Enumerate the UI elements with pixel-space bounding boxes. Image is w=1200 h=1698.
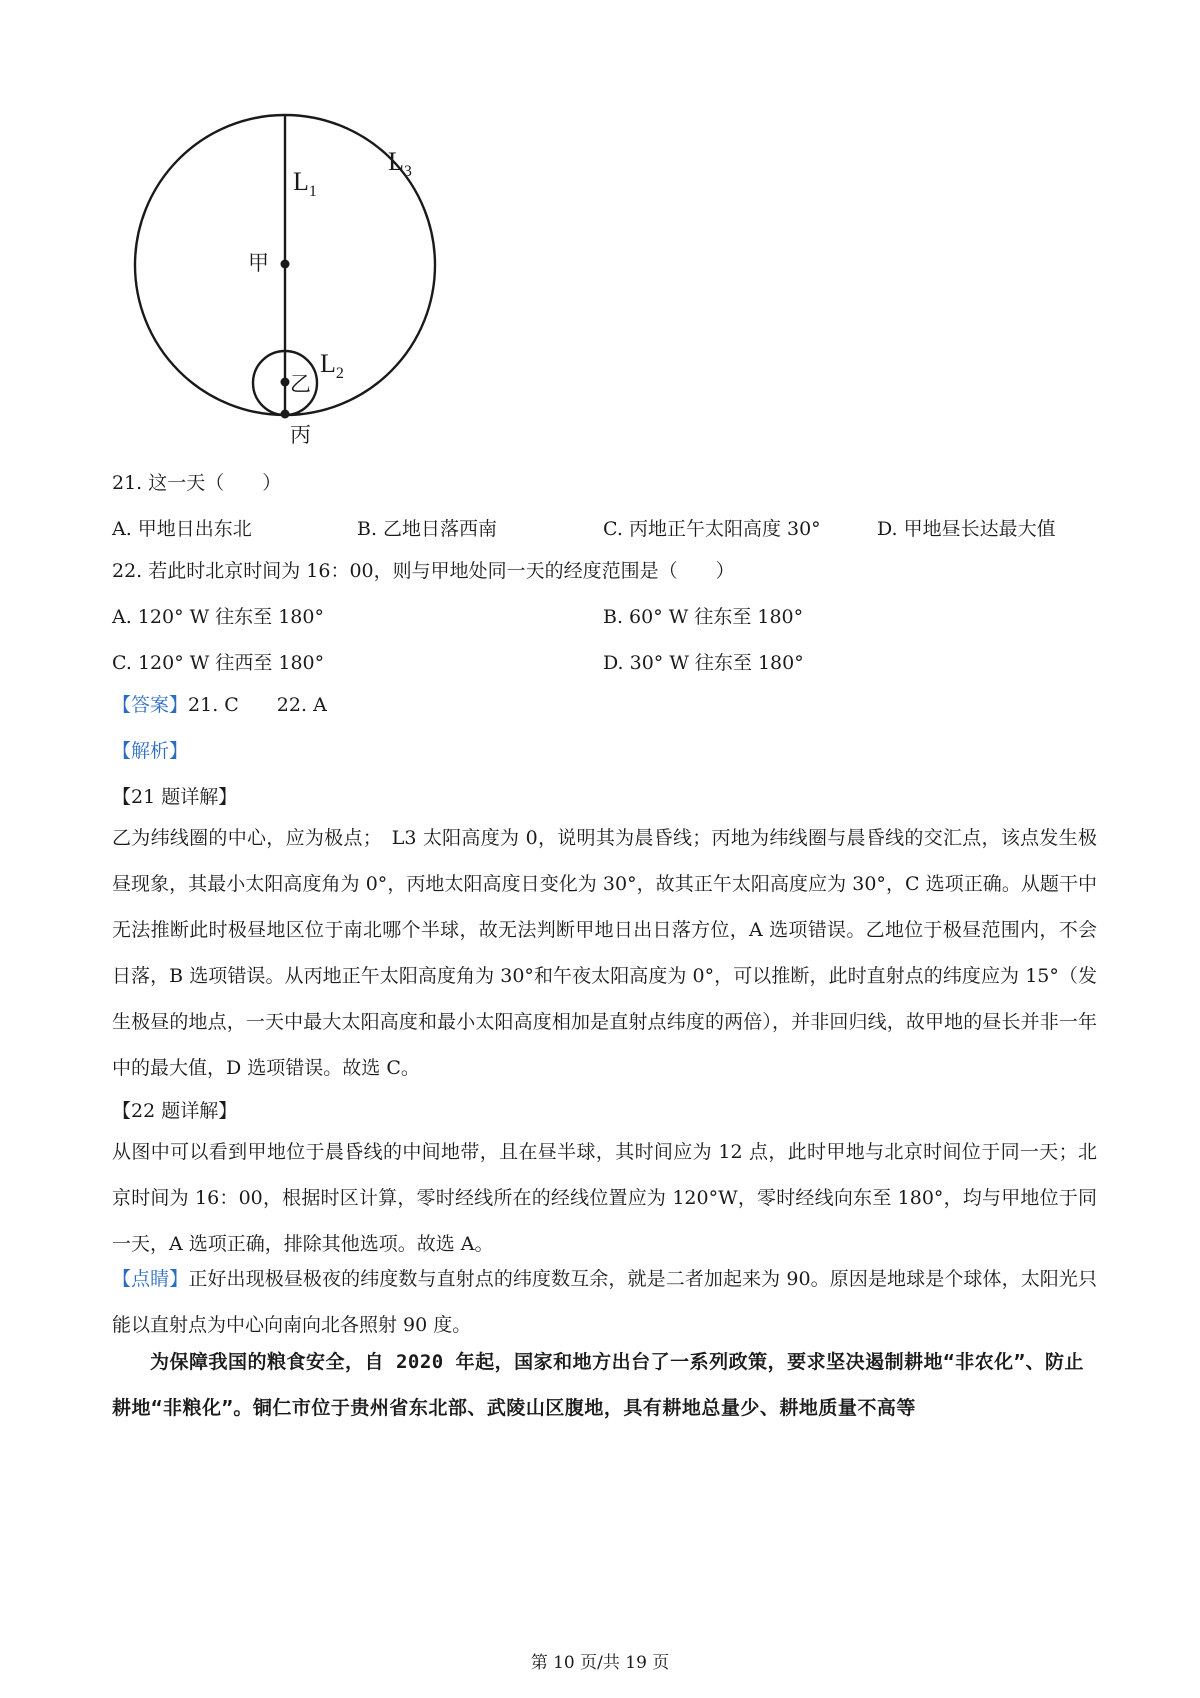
tip-tag: 【点睛】	[112, 1268, 189, 1290]
detail-21-body: 乙为纬线圈的中心，应为极点； L3 太阳高度为 0，说明其为晨昏线；丙地为纬线圈与晨昏线的交汇点，该点发生极昼现象，其最小太阳高度角为 0°，丙地太阳高度日变化为 30°，故其正午太阳高度应为 30°，C 选项正确。从题干中无法推断此时极昼地区位于南北哪个半球，故无法判断甲地日出日落方位，A 选项错误。乙地位于极昼范围内，不会日落，B 选项错误。从丙地正午太阳高度角为 30°和午夜太阳高度为 0°，可以推断，此时直射点的纬度应为 15°（发生极昼的地点，一天中最大太阳高度和最小太阳高度相加是直射点纬度的两倍），并非回归线，故甲地的昼长并非一年中的最大值，D 选项错误。故选 C。	[112, 827, 1097, 1079]
q22-option-c: C. 120° W 往西至 180°	[112, 652, 325, 674]
detail-22-heading: 【22 题详解】	[112, 1100, 238, 1122]
analysis-tag: 【解析】	[112, 740, 189, 762]
q21-option-c: C. 丙地正午太阳高度 30°	[603, 518, 821, 540]
q21-option-d: D. 甲地昼长达最大值	[877, 518, 1056, 540]
q21-option-a: A. 甲地日出东北	[112, 518, 252, 540]
label-l1: $L_1$	[293, 167, 317, 200]
answer-text: 21. C 22. A	[188, 694, 327, 716]
point-yi	[281, 378, 290, 387]
q22-option-b: B. 60° W 往东至 180°	[603, 606, 804, 628]
reading-passage: 为保障我国的粮食安全，自 2020 年起，国家和地方出台了一系列政策，要求坚决遏制耕地“非农化”、防止耕地“非粮化”。铜仁市位于贵州省东北部、武陵山区腹地，具有耕地总量少、耕地质量不高等	[112, 1351, 1085, 1419]
tip-paragraph	[112, 1256, 1097, 1348]
label-bing: 丙	[290, 423, 311, 447]
label-l2: $L_2$	[320, 349, 344, 382]
detail-21-heading: 【21 题详解】	[112, 786, 238, 808]
answer-tag: 【答案】	[112, 694, 189, 716]
answer-line	[112, 690, 327, 720]
question-22-stem: 22. 若此时北京时间为 16：00，则与甲地处同一天的经度范围是（ ）	[112, 560, 735, 582]
q22-option-d: D. 30° W 往东至 180°	[603, 652, 804, 674]
q21-option-b: B. 乙地日落西南	[357, 518, 498, 540]
label-jia: 甲	[248, 251, 269, 275]
question-21-stem: 21. 这一天（ ）	[112, 472, 282, 494]
label-l3: $L_3$	[388, 147, 412, 180]
sunlight-diagram	[100, 100, 460, 480]
point-bing	[281, 410, 290, 419]
detail-22-body: 从图中可以看到甲地位于晨昏线的中间地带，且在昼半球，其时间应为 12 点，此时甲地与北京时间位于同一天；北京时间为 16：00，根据时区计算，零时经线所在的经线位置应为 120°W，零时经线向东至 180°，均与甲地位于同一天，A 选项正确，排除其他选项。故选 A。	[112, 1141, 1097, 1255]
q22-option-a: A. 120° W 往东至 180°	[112, 606, 324, 628]
point-jia	[281, 260, 290, 269]
label-yi: 乙	[290, 372, 311, 396]
tip-body: 正好出现极昼极夜的纬度数与直射点的纬度数互余，就是二者加起来为 90。原因是地球是个球体，太阳光只能以直射点为中心向南向北各照射 90 度。	[112, 1268, 1097, 1336]
page-footer: 第 10 页/共 19 页	[530, 1653, 670, 1673]
